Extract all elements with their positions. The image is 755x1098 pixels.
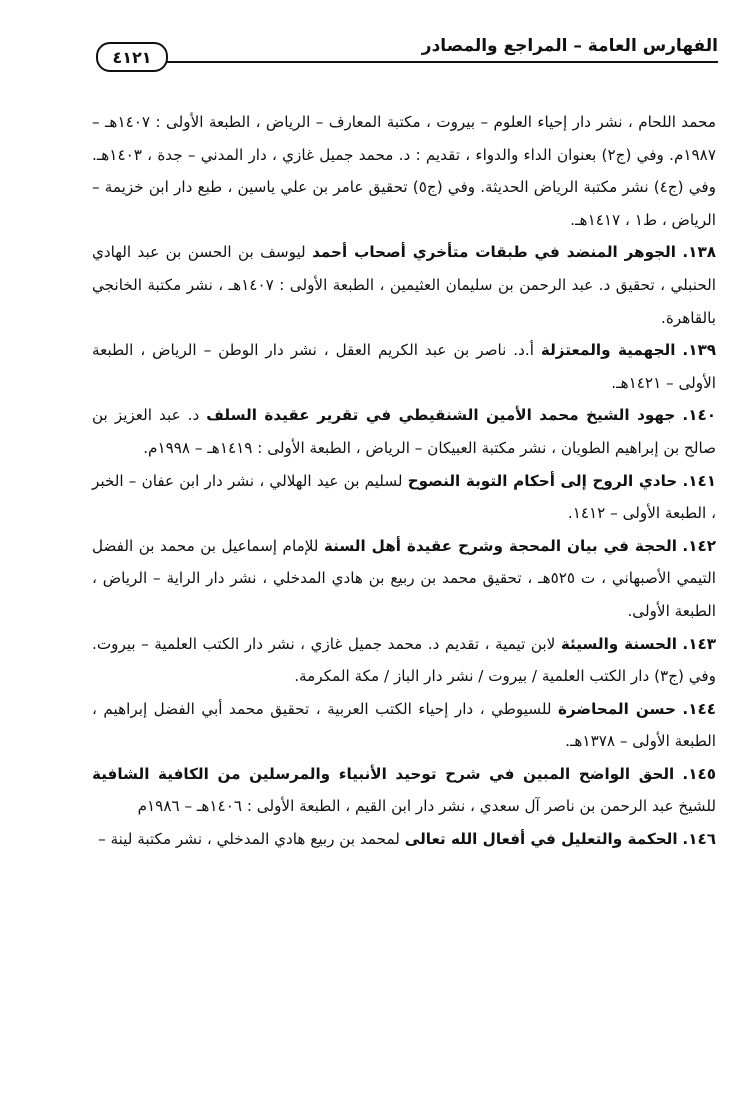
- entry-number: ١٤٠.: [682, 406, 716, 425]
- entry-number: ١٣٨.: [682, 243, 716, 262]
- entry-number: ١٤٣.: [682, 634, 717, 653]
- entry-number: ١٣٩.: [682, 341, 716, 360]
- reference-entry-146: [92, 823, 716, 856]
- entry-title: الجوهر المنضد في طبقات متأخري أصحاب أحمد: [312, 243, 676, 262]
- entry-title: الحجة في بيان المحجة وشرح عقيدة أهل السنة: [323, 536, 677, 555]
- references-list: [92, 106, 716, 856]
- entry-details: ليوسف بن الحسن بن عبد الهادي الحنبلي ، تحقيق د. عبد الرحمن بن سليمان العثيمين ، الطبعة الأولى : ١٤٠٧هـ ، نشر مكتبة الخانجي بالقاهرة.: [92, 243, 716, 327]
- reference-entry-140: [92, 399, 716, 464]
- reference-entry-143: [92, 628, 716, 693]
- entry-number: ١٤١.: [682, 471, 717, 490]
- entry-title: الحكمة والتعليل في أفعال الله تعالى: [404, 830, 678, 849]
- entry-details: للشيخ عبد الرحمن بن ناصر آل سعدي ، نشر دار ابن القيم ، الطبعة الأولى : ١٤٠٦هـ – ١٩٨٦م: [137, 797, 716, 816]
- reference-entry-138: [92, 236, 716, 334]
- entry-details: لابن تيمية ، تقديم د. محمد جميل غازي ، نشر دار الكتب العلمية – بيروت. وفي (ج٣) دار الكتب العلمية / بيروت / نشر دار الباز / مكة المكرمة.: [92, 634, 716, 686]
- page-header: [98, 28, 718, 68]
- running-title: الفهارس العامة – المراجع والمصادر: [421, 36, 718, 56]
- reference-entry-144: [92, 693, 716, 758]
- header-rule: [98, 61, 718, 63]
- entry-details: أ.د. ناصر بن عبد الكريم العقل ، نشر دار الوطن – الرياض ، الطبعة الأولى – ١٤٢١هـ.: [92, 341, 716, 392]
- entry-details: للإمام إسماعيل بن محمد بن الفضل التيمي الأصبهاني ، ت ٥٢٥هـ ، تحقيق محمد بن ربيع بن هادي المدخلي ، نشر دار الراية – الرياض ، الطبعة الأولى.: [92, 536, 716, 620]
- entry-details: لسليم بن عيد الهلالي ، نشر دار ابن عفان – الخبر ، الطبعة الأولى – ١٤١٢.: [92, 471, 716, 523]
- page-number: ٤١٢١: [96, 42, 168, 72]
- entry-number: ١٤٢.: [682, 536, 717, 555]
- entry-title: الحسنة والسيئة: [560, 634, 677, 653]
- entry-title: الحق الواضح المبين في شرح توحيد الأنبياء والمرسلين من الكافية الشافية: [92, 764, 675, 783]
- reference-entry-141: [92, 465, 716, 530]
- entry-details: للسيوطي ، دار إحياء الكتب العربية ، تحقيق محمد أبي الفضل إبراهيم ، الطبعة الأولى – ١٣٧٨هـ.: [92, 699, 716, 751]
- entry-title: حسن المحاضرة: [558, 699, 676, 718]
- entry-number: ١٤٦.: [682, 830, 716, 849]
- reference-entry-142: [92, 530, 716, 628]
- reference-entry-145: [92, 758, 716, 823]
- entry-title: جهود الشيخ محمد الأمين الشنقيطي في تقرير عقيدة السلف: [206, 406, 676, 425]
- entry-title: حادي الروح إلى أحكام التوبة النصوح: [407, 471, 678, 490]
- entry-number: ١٤٤.: [682, 699, 716, 718]
- entry-details: د. عبد العزيز بن صالح بن إبراهيم الطويان ، نشر مكتبة العبيكان – الرياض ، الطبعة الأولى : ١٤١٩هـ – ١٩٩٨م.: [92, 406, 716, 457]
- entry-title: الجهمية والمعتزلة: [540, 341, 676, 360]
- entry-details: لمحمد بن ربيع هادي المدخلي ، نشر مكتبة لينة –: [98, 830, 405, 849]
- reference-entry-139: [92, 334, 716, 399]
- entry-number: ١٤٥.: [682, 764, 716, 783]
- continuation-paragraph: محمد اللحام ، نشر دار إحياء العلوم – بيروت ، مكتبة المعارف – الرياض ، الطبعة الأولى : ١٤٠٧هـ – ١٩٨٧م. وفي (ج٢) بعنوان الداء والدواء ، تقديم : د. محمد جميل غازي ، دار المدني – جدة ، ١٤٠٣هـ. وفي (ج٤) نشر مكتبة الرياض الحديثة. وفي (ج٥) تحقيق عامر بن علي ياسين ، طبع دار ابن خزيمة – الرياض ، ط١ ، ١٤١٧هـ.: [92, 113, 716, 229]
